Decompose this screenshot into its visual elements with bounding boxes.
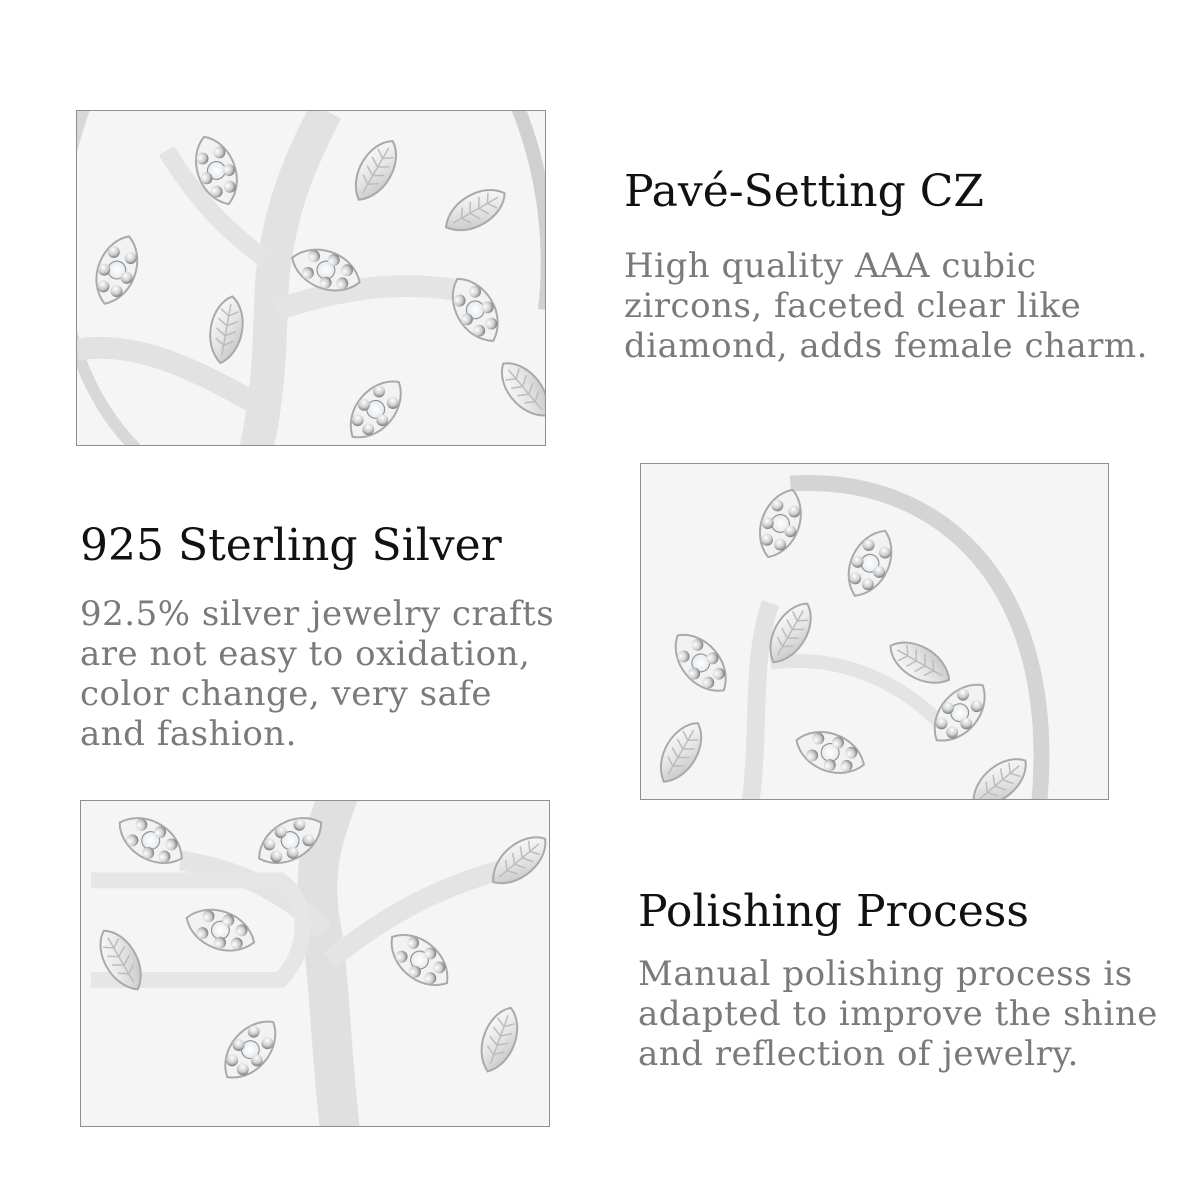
description-line: are not easy to oxidation, [80,634,531,674]
product-photo-top [76,110,546,446]
description-line: adapted to improve the shine [638,994,1158,1034]
feature-polishing-process [638,886,1158,1074]
feature-pave-setting [624,166,1148,366]
description-line: Manual polishing process is [638,954,1133,994]
tree-of-life-trunk-closeup-icon [81,801,549,1126]
description-line: High quality AAA cubic [624,246,1037,286]
feature-description [638,954,1158,1074]
product-photo-bottom [80,800,550,1127]
description-line: 92.5% silver jewelry crafts [80,594,555,634]
feature-description [624,246,1148,366]
feature-title: 925 Sterling Silver [80,520,502,571]
description-line: color change, very safe [80,674,493,714]
feature-sterling-silver [80,520,554,754]
description-line: diamond, adds female charm. [624,326,1148,366]
product-photo-middle [640,463,1109,800]
feature-title: Pavé-Setting CZ [624,166,984,217]
feature-description [80,594,554,754]
description-line: and reflection of jewelry. [638,1034,1079,1074]
feature-title: Polishing Process [638,886,1029,937]
description-line: and fashion. [80,714,297,754]
tree-of-life-closeup-icon [77,111,545,445]
description-line: zircons, faceted clear like [624,286,1082,326]
tree-of-life-leaves-closeup-icon [641,464,1108,799]
